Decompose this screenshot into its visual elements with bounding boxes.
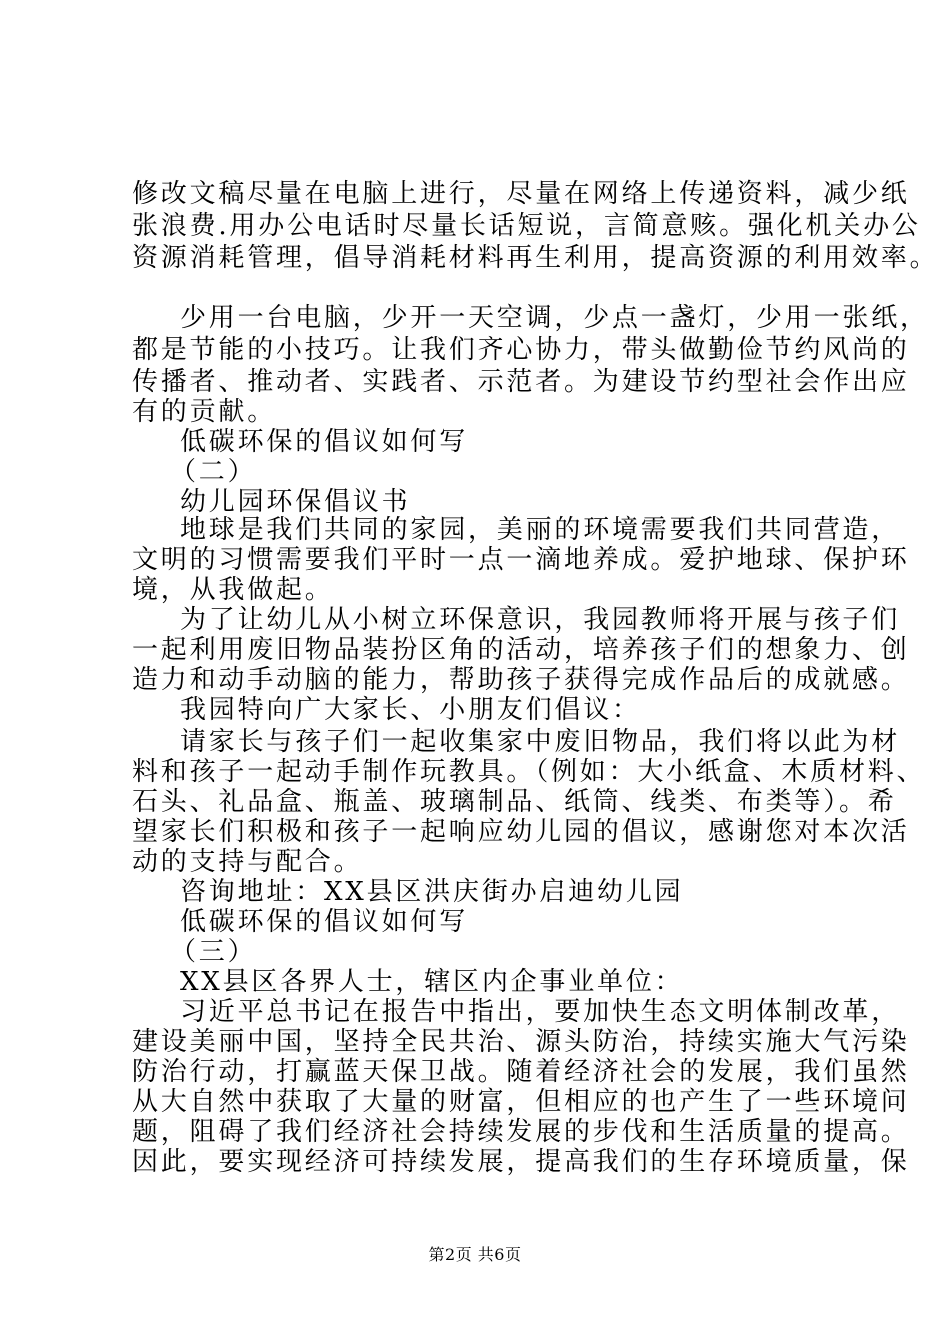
paragraph-line: 为了让幼儿从小树立环保意识，我园教师将开展与孩子们 xyxy=(180,605,901,635)
paragraph-line: 因此，要实现经济可持续发展，提高我们的生存环境质量，保 xyxy=(132,1147,910,1177)
paragraph-line: 造力和动手动脑的能力，帮助孩子获得完成作品后的成就感。 xyxy=(132,665,910,695)
paragraph-line: 习近平总书记在报告中指出，要加快生态文明体制改革， xyxy=(180,997,901,1027)
paragraph-line: 有的贡献。 xyxy=(132,397,277,427)
paragraph-line: 文明的习惯需要我们平时一点一滴地养成。爱护地球、保护环 xyxy=(132,545,910,575)
contact-address: 咨询地址：XX县区洪庆街办启迪幼儿园 xyxy=(180,877,684,907)
page-footer: 第2页 共6页 xyxy=(428,1245,522,1264)
paragraph-line: 防治行动，打赢蓝天保卫战。随着经济社会的发展，我们虽然 xyxy=(132,1057,910,1087)
paragraph-line: 请家长与孩子们一起收集家中废旧物品，我们将以此为材 xyxy=(180,727,901,757)
paragraph-line: 望家长们积极和孩子一起响应幼儿园的倡议，感谢您对本次活 xyxy=(132,817,910,847)
section-heading: 低碳环保的倡议如何写 xyxy=(180,907,469,937)
paragraph-line: 从大自然中获取了大量的财富，但相应的也产生了一些环境问 xyxy=(132,1087,910,1117)
section-number: （二） xyxy=(170,457,257,487)
paragraph-line: 动的支持与配合。 xyxy=(132,847,363,877)
paragraph-line: 修改文稿尽量在电脑上进行，尽量在网络上传递资料，减少纸 xyxy=(132,179,910,209)
salutation: XX县区各界人士，辖区内企事业单位： xyxy=(180,967,684,997)
paragraph-line: 建设美丽中国，坚持全民共治、源头防治，持续实施大气污染 xyxy=(132,1027,910,1057)
paragraph-line: 题，阻碍了我们经济社会持续发展的步伐和生活质量的提高。 xyxy=(132,1117,910,1147)
paragraph-line: 境，从我做起。 xyxy=(132,575,334,605)
paragraph-line: 都是节能的小技巧。让我们齐心协力，带头做勤俭节约风尚的 xyxy=(132,335,910,365)
section-number: （三） xyxy=(170,937,257,967)
paragraph-line: 料和孩子一起动手制作玩教具。（例如：大小纸盒、木质材料、 xyxy=(132,757,926,787)
paragraph-line: 少用一台电脑，少开一天空调，少点一盏灯，少用一张纸， xyxy=(180,303,929,333)
paragraph-line: 地球是我们共同的家园，美丽的环境需要我们共同营造， xyxy=(180,515,901,545)
paragraph-line: 传播者、推动者、实践者、示范者。为建设节约型社会作出应 xyxy=(132,367,910,397)
paragraph-line: 我园特向广大家长、小朋友们倡议： xyxy=(180,695,641,725)
document-title: 幼儿园环保倡议书 xyxy=(180,487,411,517)
paragraph-line: 张浪费.用办公电话时尽量长话短说，言简意赅。强化机关办公 xyxy=(132,211,921,241)
paragraph-line: 一起利用废旧物品装扮区角的活动，培养孩子们的想象力、创 xyxy=(132,635,910,665)
section-heading: 低碳环保的倡议如何写 xyxy=(180,427,469,457)
paragraph-line: 资源消耗管理，倡导消耗材料再生利用，提高资源的利用效率。 xyxy=(132,243,939,273)
paragraph-line: 石头、礼品盒、瓶盖、玻璃制品、纸筒、线类、布类等）。希 xyxy=(132,787,897,817)
